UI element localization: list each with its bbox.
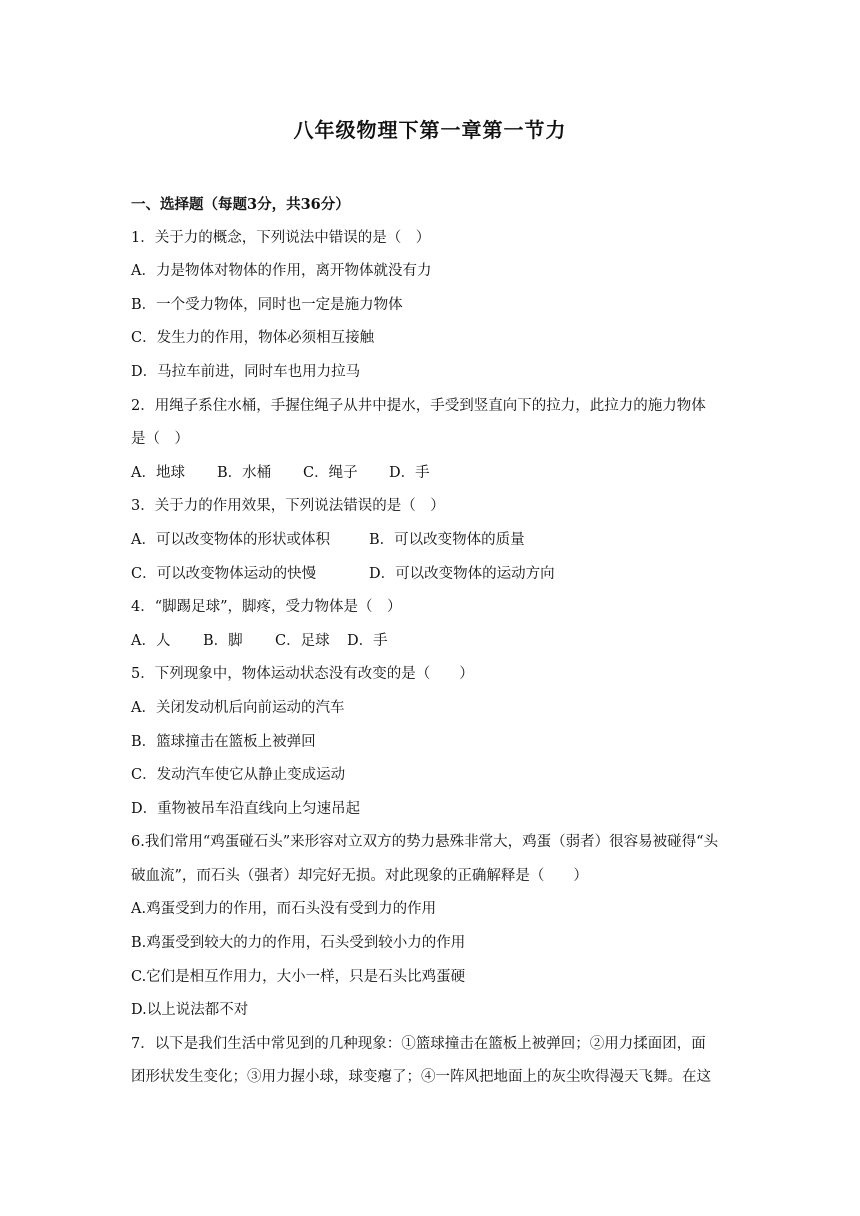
question-4-option-d: D．手 (347, 632, 388, 649)
question-6-option-c: C.它们是相互作用力，大小一样，只是石头比鸡蛋硬 (131, 968, 466, 985)
question-1-option-a: A．力是物体对物体的作用，离开物体就没有力 (131, 263, 432, 280)
question-1-option-d: D．马拉车前进，同时车也用力拉马 (131, 363, 361, 380)
question-2-option-a: A．地球 (131, 464, 185, 481)
question-2-option-d: D．手 (389, 464, 430, 481)
question-3-option-d: D．可以改变物体的运动方向 (369, 565, 555, 582)
question-3-options-row-2 (131, 558, 735, 592)
question-5-option-d: D．重物被吊车沿直线向上匀速吊起 (131, 800, 361, 817)
question-2-stem-line-2: 是（ ） (131, 431, 189, 448)
question-2-option-b: B．水桶 (217, 464, 272, 481)
question-6-option-a: A.鸡蛋受到力的作用，而石头没有受到力的作用 (131, 901, 437, 918)
question-6-stem-line-1: 6.我们常用“鸡蛋碰石头”来形容对立双方的势力悬殊非常大，鸡蛋（弱者）很容易被碰得“头 (131, 834, 719, 851)
question-6-option-d: D.以上说法都不对 (131, 1002, 249, 1019)
document-title: 八年级物理下第一章第一节力 (293, 118, 567, 142)
question-1-option-c: C．发生力的作用，物体必须相互接触 (131, 330, 375, 347)
question-5-option-c: C．发动汽车使它从静止变成运动 (131, 767, 346, 784)
question-6-stem-line-2: 破血流”，而石头（强者）却完好无损。对此现象的正确解释是（ ） (131, 867, 588, 884)
question-3-option-c: C．可以改变物体运动的快慢 (131, 565, 317, 582)
question-4-option-c: C．足球 (275, 632, 330, 649)
question-1-option-b: B．一个受力物体，同时也一定是施力物体 (131, 296, 403, 313)
question-4-option-b: B．脚 (203, 632, 243, 649)
section-heading: 一、选择题（每题3分，共36分） (131, 196, 350, 213)
question-4-options (131, 625, 735, 659)
question-2-option-c: C．绳子 (303, 464, 358, 481)
question-7-stem-line-2: 团形状发生变化；③用力握小球，球变瘪了；④一阵风把地面上的灰尘吹得漫天飞舞。在这 (131, 1069, 711, 1086)
question-5-stem: 5．下列现象中，物体运动状态没有改变的是（ ） (131, 666, 474, 683)
question-3-stem: 3．关于力的作用效果，下列说法错误的是（ ） (131, 498, 445, 515)
question-3-option-b: B．可以改变物体的质量 (369, 531, 525, 548)
question-2-stem-line-1: 2．用绳子系住水桶，手握住绳子从井中提水，手受到竖直向下的拉力，此拉力的施力物体 (131, 397, 706, 414)
question-4-stem: 4．“脚踢足球”，脚疼，受力物体是（ ） (131, 599, 402, 616)
question-5-option-b: B．篮球撞击在篮板上被弹回 (131, 733, 316, 750)
question-5-option-a: A．关闭发动机后向前运动的汽车 (131, 699, 345, 716)
question-7-stem-line-1: 7．以下是我们生活中常见到的几种现象：①篮球撞击在篮板上被弹回；②用力揉面团，面 (131, 1035, 706, 1052)
question-2-options (131, 457, 735, 491)
question-4-option-a: A．人 (131, 632, 171, 649)
question-6-option-b: B.鸡蛋受到较大的力的作用，石头受到较小力的作用 (131, 935, 466, 952)
question-list (131, 188, 735, 1095)
question-3-options-row-1 (131, 524, 735, 558)
question-1-stem: 1．关于力的概念，下列说法中错误的是（ ） (131, 229, 431, 246)
question-3-option-a: A．可以改变物体的形状或体积 (131, 531, 330, 548)
